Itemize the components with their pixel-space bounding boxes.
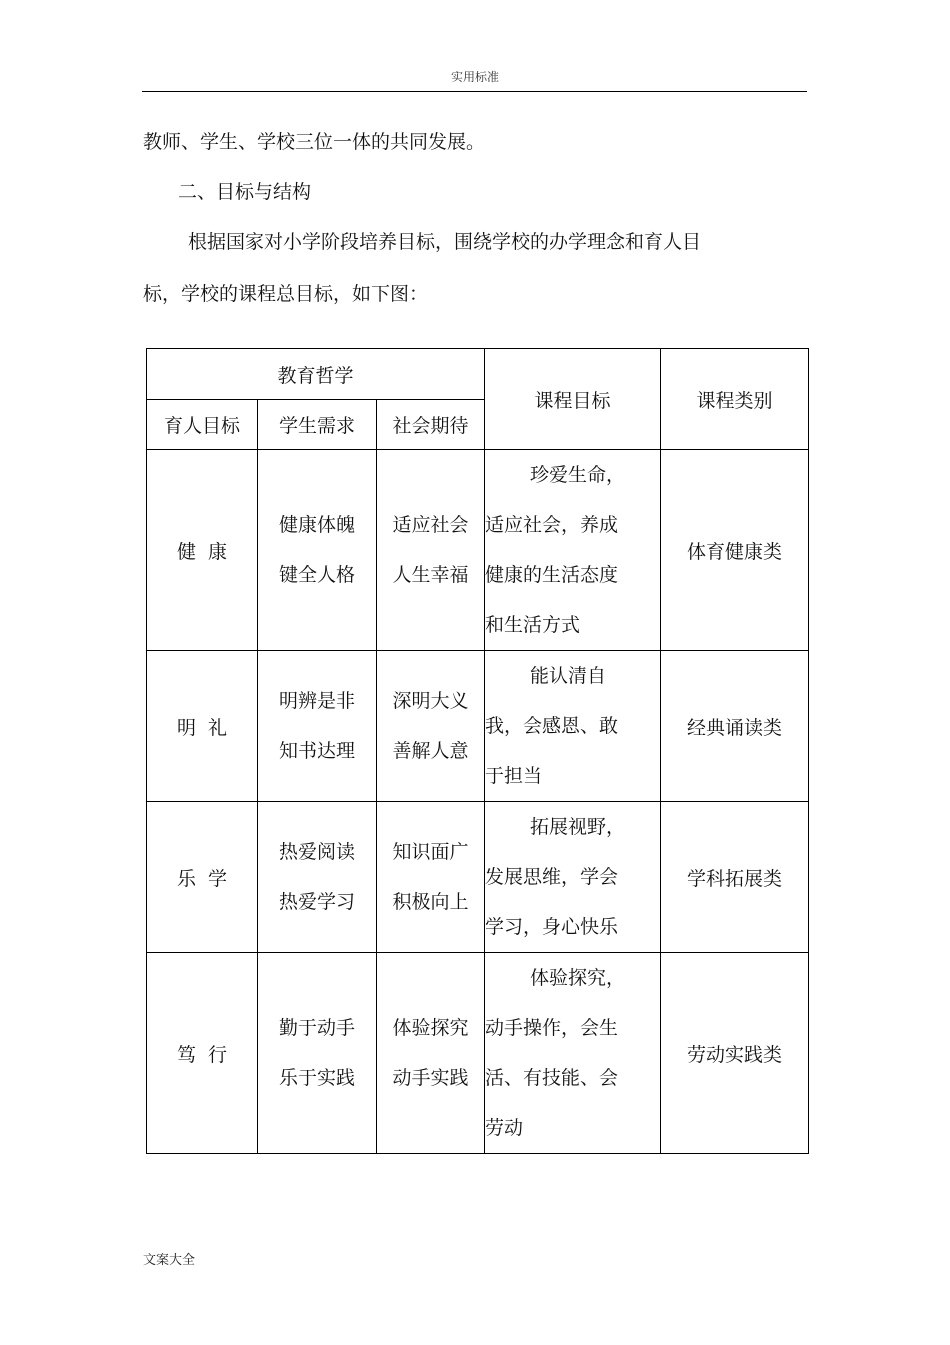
- curriculum-goals-table: [146, 348, 809, 1154]
- cell-expectation: 深明大义 善解人意: [377, 651, 485, 802]
- cell-course-goal: 体验探究， 动手操作，会生 活、有技能、会 劳动: [485, 953, 661, 1154]
- header-course-goal: 课程目标: [485, 349, 661, 450]
- cell-expectation: 体验探究 动手实践: [377, 953, 485, 1154]
- cell-need: 明辨是非 知书达理: [258, 651, 377, 802]
- paragraph-goals-line1: 根据国家对小学阶段培养目标，围绕学校的办学理念和育人目: [188, 231, 702, 253]
- paragraph-goals-line2: 标，学校的课程总目标，如下图：: [143, 283, 429, 305]
- cell-course-type: 经典诵读类: [661, 651, 809, 802]
- table-row: [147, 651, 809, 802]
- header-rule: [142, 91, 807, 92]
- header-student-need: 学生需求: [258, 400, 377, 450]
- header-education-goal: 育人目标: [147, 400, 258, 450]
- section-heading: 二、目标与结构: [178, 181, 312, 203]
- cell-goal: 笃 行: [147, 953, 258, 1154]
- header-course-type: 课程类别: [661, 349, 809, 450]
- cell-goal: 明 礼: [147, 651, 258, 802]
- cell-expectation: 适应社会 人生幸福: [377, 450, 485, 651]
- cell-course-goal: 拓展视野， 发展思维，学会 学习，身心快乐: [485, 802, 661, 953]
- page-header: 实用标准: [450, 70, 499, 84]
- table-row: [147, 802, 809, 953]
- table-row: [147, 450, 809, 651]
- header-education-philosophy: 教育哲学: [147, 349, 485, 400]
- cell-course-type: 劳动实践类: [661, 953, 809, 1154]
- header-social-expectation: 社会期待: [377, 400, 485, 450]
- cell-goal: 健 康: [147, 450, 258, 651]
- cell-goal: 乐 学: [147, 802, 258, 953]
- page-footer: 文案大全: [143, 1253, 196, 1268]
- cell-course-type: 学科拓展类: [661, 802, 809, 953]
- paragraph-intro-end: 教师、学生、学校三位一体的共同发展。: [143, 131, 486, 153]
- cell-course-goal: 珍爱生命， 适应社会，养成 健康的生活态度 和生活方式: [485, 450, 661, 651]
- cell-expectation: 知识面广 积极向上: [377, 802, 485, 953]
- cell-need: 热爱阅读 热爱学习: [258, 802, 377, 953]
- cell-course-type: 体育健康类: [661, 450, 809, 651]
- cell-need: 勤于动手 乐于实践: [258, 953, 377, 1154]
- cell-course-goal: 能认清自 我，会感恩、敢 于担当: [485, 651, 661, 802]
- cell-need: 健康体魄 键全人格: [258, 450, 377, 651]
- table-row: [147, 953, 809, 1154]
- table-header-row: [147, 349, 809, 400]
